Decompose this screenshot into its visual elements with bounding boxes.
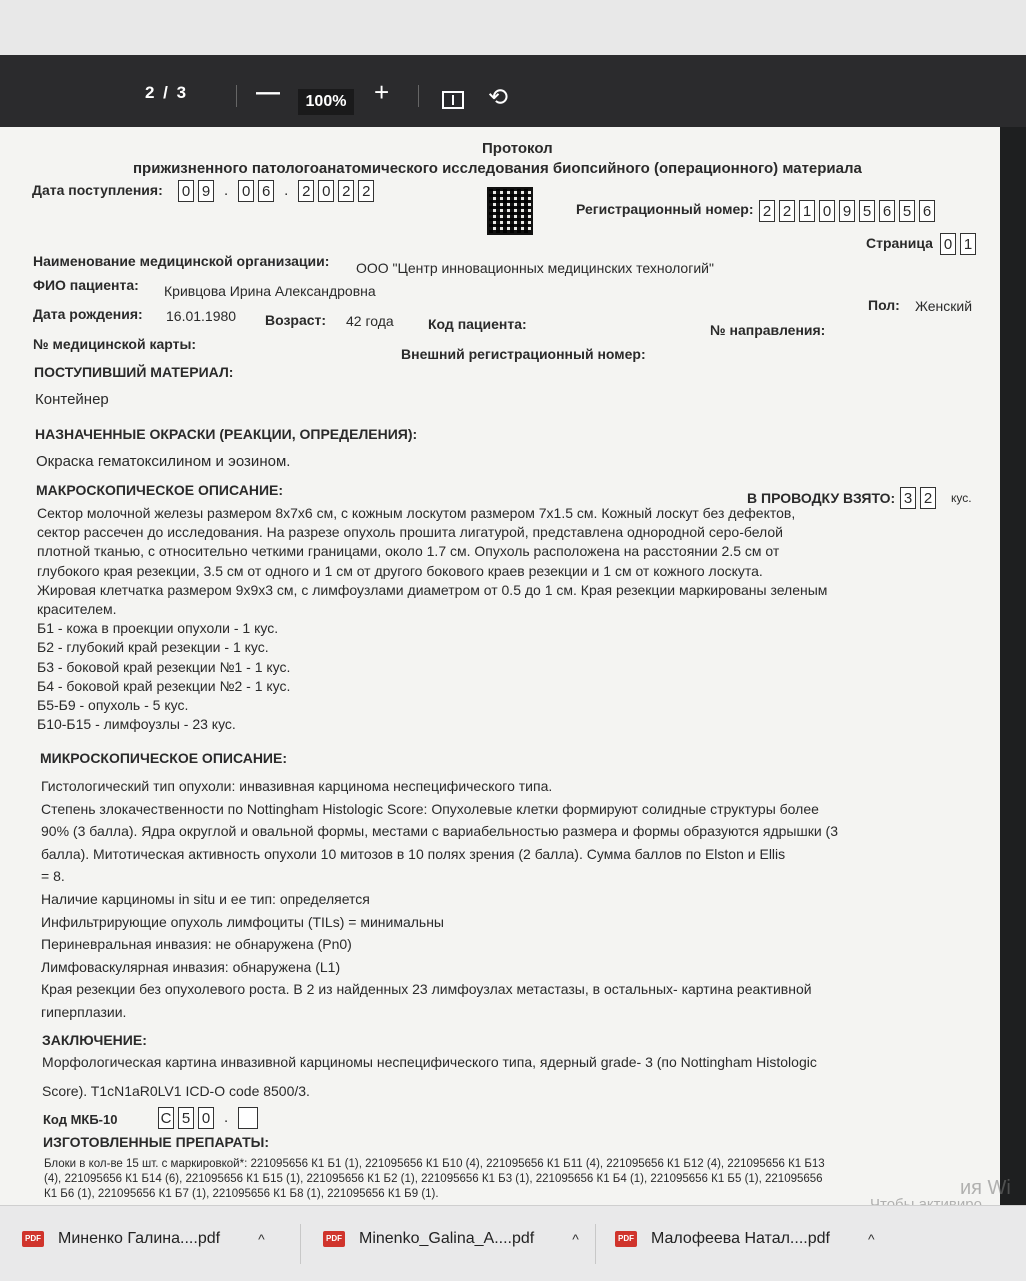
macro-line: Б10-Б15 - лимфоузлы - 23 кус. bbox=[37, 716, 236, 733]
date-digit: 0 bbox=[318, 180, 334, 202]
zoom-level-input[interactable]: 100% bbox=[298, 89, 354, 115]
zoom-in-button[interactable]: + bbox=[374, 77, 390, 107]
page-label: Страница bbox=[866, 235, 933, 251]
macro-line: Б1 - кожа в проекции опухоли - 1 кус. bbox=[37, 620, 279, 637]
rotate-icon[interactable]: ⟲ bbox=[488, 84, 509, 111]
download-item[interactable] bbox=[323, 1230, 579, 1248]
date-boxes bbox=[178, 180, 374, 202]
conclusion-heading: ЗАКЛЮЧЕНИЕ: bbox=[42, 1032, 147, 1048]
mkb-char bbox=[238, 1107, 258, 1129]
micro-line: балла). Митотическая активность опухоли 10 митозов в 10 полях зрения (2 балла). Сумма баллов по Elston и Ellis bbox=[41, 845, 786, 862]
conclusion-text bbox=[42, 1046, 817, 1107]
taken-label: В ПРОВОДКУ ВЗЯТО: bbox=[747, 490, 896, 506]
macro-line: Б4 - боковой край резекции №2 - 1 кус. bbox=[37, 677, 291, 694]
micro-line: 90% (3 балла). Ядра округлой и овальной формы, местами с вариабельностью размера и формы образуются ядрышки (3 bbox=[41, 823, 839, 840]
reg-digit: 1 bbox=[799, 200, 815, 222]
chevron-up-icon[interactable]: ^ bbox=[258, 1231, 265, 1247]
date-digit: 6 bbox=[258, 180, 274, 202]
downloads-divider bbox=[595, 1224, 596, 1264]
prep-line: К1 Б6 (1), 221095656 К1 Б7 (1), 221095656 К1 Б8 (1), 221095656 К1 Б9 (1). bbox=[44, 1188, 439, 1200]
taken-boxes bbox=[900, 487, 936, 509]
reg-digit: 5 bbox=[899, 200, 915, 222]
doc-title: Протокол bbox=[482, 140, 553, 157]
material-value: Контейнер bbox=[35, 391, 109, 408]
monitor-bezel bbox=[0, 0, 1026, 55]
age-value: 42 года bbox=[346, 313, 394, 329]
macro-line: красителем. bbox=[37, 600, 117, 617]
macro-line: сектор рассечен до исследования. На разрезе опухоль прошита лигатурой, представлена однородной серо-белой bbox=[37, 524, 783, 541]
preparations-heading: ИЗГОТОВЛЕННЫЕ ПРЕПАРАТЫ: bbox=[43, 1134, 269, 1150]
chevron-up-icon[interactable]: ^ bbox=[867, 1231, 875, 1247]
date-dot: . bbox=[224, 182, 229, 199]
pdf-file-icon: PDF bbox=[22, 1231, 44, 1247]
pdf-file-icon: PDF bbox=[323, 1231, 345, 1247]
material-heading: ПОСТУПИВШИЙ МАТЕРИАЛ: bbox=[34, 364, 234, 380]
taken-digit: 3 bbox=[900, 487, 916, 509]
reg-digit: 2 bbox=[759, 200, 775, 222]
micro-heading: МИКРОСКОПИЧЕСКОЕ ОПИСАНИЕ: bbox=[40, 750, 287, 766]
micro-line: Степень злокачественности по Nottingham Histologic Score: Опухолевые клетки формируют солидные структуры более bbox=[41, 800, 819, 817]
macro-line: Б2 - глубокий край резекции - 1 кус. bbox=[37, 639, 269, 656]
preparations-text bbox=[44, 1157, 825, 1202]
page-boxes bbox=[940, 233, 976, 255]
micro-line: Гистологический тип опухоли: инвазивная карцинома неспецифического типа. bbox=[41, 778, 553, 794]
date-digit: 0 bbox=[178, 180, 194, 202]
micro-line: Наличие карциномы in situ и ее тип: определяется bbox=[41, 890, 370, 907]
referral-label: № направления: bbox=[710, 322, 826, 338]
downloads-bar bbox=[0, 1205, 1026, 1281]
toolbar-divider bbox=[236, 85, 237, 107]
reg-digit: 2 bbox=[779, 200, 795, 222]
micro-line: Лимфоваскулярная инвазия: обнаружена (L1) bbox=[41, 958, 341, 975]
download-filename[interactable]: Миненко Галина....pdf bbox=[58, 1230, 221, 1247]
macro-line: Сектор молочной железы размером 8х7х6 см, с кожным лоскутом размером 7х1.5 см. Кожный лоскут без дефектов, bbox=[37, 505, 796, 521]
reg-digit: 6 bbox=[879, 200, 895, 222]
mkb-char: 5 bbox=[178, 1107, 194, 1129]
macro-line: Б3 - боковой край резекции №1 - 1 кус. bbox=[37, 658, 291, 675]
card-label: № медицинской карты: bbox=[33, 336, 197, 352]
date-label: Дата поступления: bbox=[32, 182, 163, 198]
conclusion-line: Морфологическая картина инвазивной карциномы неспецифического типа, ядерный grade- 3 (по Nottingham Histologic bbox=[42, 1054, 817, 1070]
mkb-char: C bbox=[158, 1107, 174, 1129]
reg-digit: 0 bbox=[819, 200, 835, 222]
micro-line: гиперплазии. bbox=[41, 1003, 127, 1020]
macro-line: Жировая клетчатка размером 9х9х3 см, с лимфоузлами диаметром от 0.5 до 1 см. Края резекции маркированы зеленым bbox=[37, 581, 828, 598]
taken-digit: 2 bbox=[920, 487, 936, 509]
pdf-page bbox=[0, 127, 1000, 1205]
fio-value: Кривцова Ирина Александровна bbox=[164, 283, 376, 299]
stains-heading: НАЗНАЧЕННЫЕ ОКРАСКИ (РЕАКЦИИ, ОПРЕДЕЛЕНИЯ): bbox=[35, 426, 418, 442]
date-digit: 2 bbox=[298, 180, 314, 202]
micro-line: Края резекции без опухолевого роста. В 2 из найденных 23 лимфоузлах метастазы, в остальных- картина реактивной bbox=[41, 981, 812, 998]
prep-line: (4), 221095656 К1 Б14 (6), 221095656 К1 Б15 (1), 221095656 К1 Б2 (1), 221095656 К1 Б3 (1), 221095656 К1 Б4 (1), 221095656 К1 Б5 (1), 221095656 bbox=[44, 1173, 823, 1185]
reg-boxes bbox=[759, 200, 935, 222]
macro-heading: МАКРОСКОПИЧЕСКОЕ ОПИСАНИЕ: bbox=[36, 482, 284, 498]
date-digit: 2 bbox=[338, 180, 354, 202]
micro-line: = 8. bbox=[41, 868, 65, 885]
conclusion-line: Score). T1cN1aR0LV1 ICD-O code 8500/3. bbox=[42, 1083, 310, 1099]
download-item[interactable] bbox=[615, 1230, 875, 1248]
dob-label: Дата рождения: bbox=[33, 306, 143, 322]
patient-code-label: Код пациента: bbox=[428, 316, 527, 332]
downloads-divider bbox=[300, 1224, 301, 1264]
org-label: Наименование медицинской организации: bbox=[33, 253, 330, 269]
page-digit: 1 bbox=[960, 233, 976, 255]
mkb-dot: . bbox=[224, 1109, 229, 1126]
micro-line: Периневральная инвазия: не обнаружена (Pn0) bbox=[41, 936, 352, 953]
micro-description bbox=[41, 775, 838, 1024]
pdf-file-icon: PDF bbox=[615, 1231, 637, 1247]
date-dot: . bbox=[284, 182, 289, 199]
date-digit: 2 bbox=[358, 180, 374, 202]
macro-description bbox=[37, 504, 827, 734]
date-digit: 9 bbox=[198, 180, 214, 202]
prep-line: Блоки в кол-ве 15 шт. с маркировкой*: 221095656 К1 Б1 (1), 221095656 К1 Б10 (4), 221095656 К1 Б11 (4), 221095656 К1 Б12 (4), 221095656 К1 Б13 bbox=[44, 1158, 825, 1170]
ext-reg-label: Внешний регистрационный номер: bbox=[401, 346, 646, 362]
reg-digit: 9 bbox=[839, 200, 855, 222]
macro-line: Б5-Б9 - опухоль - 5 кус. bbox=[37, 696, 189, 713]
fio-label: ФИО пациента: bbox=[33, 277, 139, 293]
reg-label: Регистрационный номер: bbox=[576, 201, 754, 217]
mkb-char: 0 bbox=[198, 1107, 214, 1129]
age-label: Возраст: bbox=[265, 312, 327, 328]
chevron-up-icon[interactable]: ^ bbox=[572, 1231, 579, 1247]
reg-digit: 6 bbox=[919, 200, 935, 222]
toolbar-divider bbox=[418, 85, 419, 107]
reg-digit: 5 bbox=[859, 200, 875, 222]
sex-label: Пол: bbox=[868, 297, 900, 313]
watermark-line: ия Wi bbox=[960, 1177, 1011, 1199]
page-digit: 0 bbox=[940, 233, 956, 255]
mkb-boxes bbox=[158, 1107, 258, 1129]
macro-line: плотной тканью, с относительно четкими границами, около 1.7 см. Опухоль расположена на расстоянии 2.5 см от bbox=[37, 543, 780, 560]
micro-line: Инфильтрирующие опухоль лимфоциты (TILs) = минимальны bbox=[41, 913, 444, 930]
stains-value: Окраска гематоксилином и эозином. bbox=[36, 453, 291, 470]
sex-value: Женский bbox=[915, 298, 973, 314]
date-digit: 0 bbox=[238, 180, 254, 202]
download-item[interactable] bbox=[22, 1230, 265, 1248]
org-value: ООО "Центр инновационных медицинских технологий" bbox=[356, 260, 714, 276]
pdf-toolbar bbox=[0, 55, 1026, 127]
fit-page-icon[interactable] bbox=[442, 91, 464, 109]
mkb-label: Код МКБ-10 bbox=[43, 1112, 118, 1127]
zoom-out-button[interactable]: — bbox=[256, 79, 280, 106]
macro-line: глубокого края резекции, 3.5 см от одного и 1 см от другого бокового краев резекции и 1 см от кожного лоскута. bbox=[37, 562, 763, 579]
doc-subtitle: прижизненного патологоанатомического исследования биопсийного (операционного) материала bbox=[133, 160, 862, 177]
dob-value: 16.01.1980 bbox=[166, 308, 237, 324]
datamatrix-code bbox=[487, 187, 533, 235]
download-filename[interactable]: Малофеева Натал....pdf bbox=[651, 1230, 830, 1247]
taken-unit: кус. bbox=[951, 491, 972, 505]
download-filename[interactable]: Minenko_Galina_A....pdf bbox=[359, 1230, 535, 1247]
page-indicator[interactable]: 2 / 3 bbox=[145, 83, 189, 102]
